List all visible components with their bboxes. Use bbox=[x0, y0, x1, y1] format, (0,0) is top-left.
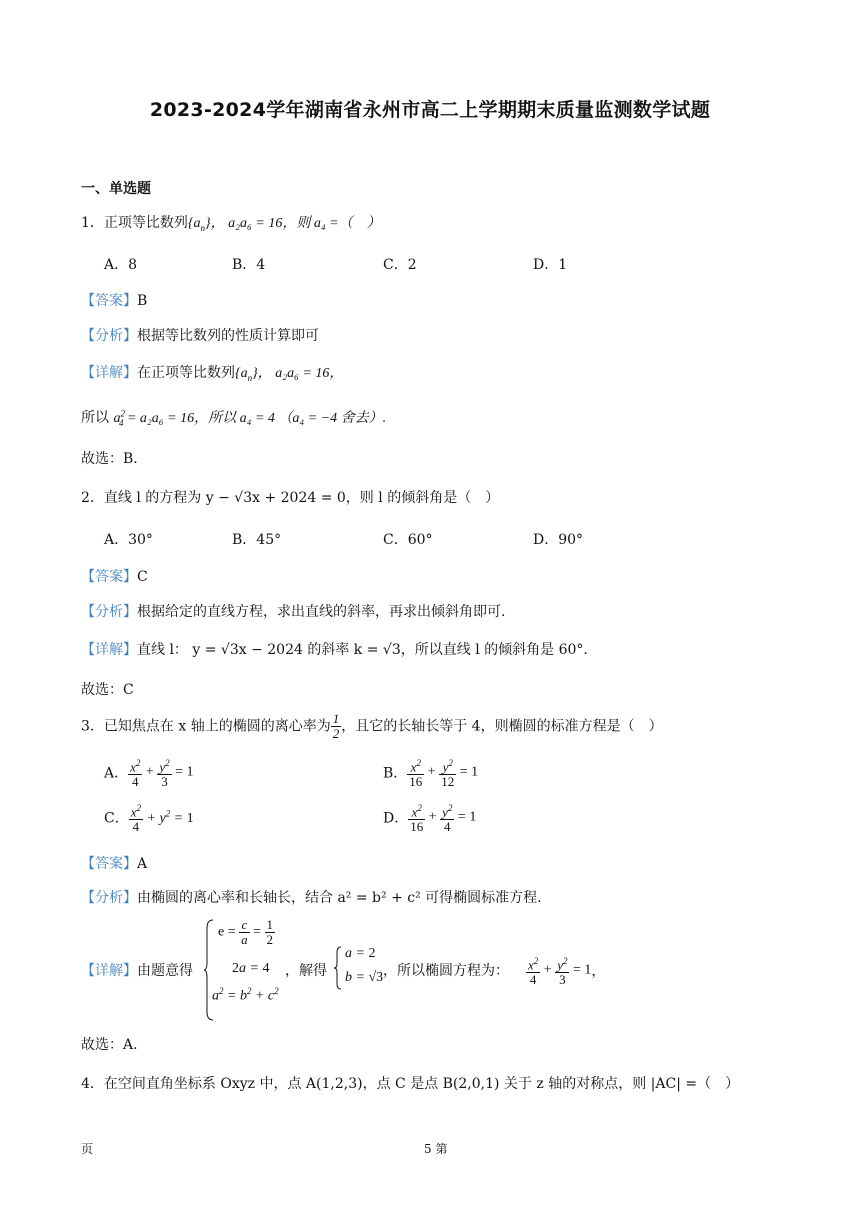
solution-a: a = 2 bbox=[345, 946, 376, 961]
fraction: $\frac{1}{2}$ bbox=[332, 711, 340, 741]
detail-line: 【详解】在正项等比数列$\{a_n\}$， a₂a₆ = 16， bbox=[81, 365, 344, 383]
detail-solve: ，解得 bbox=[285, 963, 327, 979]
analysis-line: 【分析】由椭圆的离心率和长轴长，结合 a² = b² + c² 可得椭圆标准方程. bbox=[81, 890, 542, 906]
option-d: D．90° bbox=[533, 532, 584, 548]
detail-result: ，所以椭圆方程为： bbox=[383, 963, 509, 979]
analysis-tag: 【分析】 bbox=[81, 328, 137, 344]
system-equation-1: e = $\frac{c}{a}$ = $\frac{1}{2}$ bbox=[218, 917, 274, 947]
detail-tag: 【详解】 bbox=[81, 365, 137, 381]
option-c: C． $\frac{x^2}{4}$ + $y^2 = 1$ bbox=[104, 803, 194, 835]
system-equation-2: 2a = 4 bbox=[232, 961, 270, 976]
analysis-line bbox=[81, 325, 319, 345]
option-c: C．60° bbox=[383, 532, 433, 548]
option-a: A．8 bbox=[104, 257, 138, 273]
left-brace-icon bbox=[203, 918, 215, 1022]
option-d: D．1 bbox=[533, 257, 568, 273]
option-a: A． $\frac{x^2}{4}$ + $\frac{y^2}{3}$ = 1 bbox=[104, 758, 194, 790]
option-b: B．4 bbox=[232, 257, 266, 273]
question-3-stem: 3．已知焦点在 x 轴上的椭圆的离心率为 $\frac{1}{2}$ ，且它的长轴长等于 4，则椭圆的标准方程是（ ） bbox=[81, 711, 663, 741]
question-number: 1． bbox=[81, 215, 104, 231]
question-text: 正项等比数列 bbox=[103, 215, 188, 231]
solution-b: b = √3 bbox=[345, 970, 384, 985]
question-4-stem: 4．在空间直角坐标系 Oxyz 中，点 A(1,2,3)，点 C 是点 B(2,0,1) 关于 z 轴的对称点，则 |AC| =（ ） bbox=[81, 1076, 740, 1092]
analysis-line: 【分析】根据给定的直线方程，求出直线的斜率，再求出倾斜角即可. bbox=[81, 604, 506, 620]
page-number: 5 第 bbox=[424, 1142, 448, 1156]
answer-line: 【答案】A bbox=[81, 856, 148, 872]
answer-value: B bbox=[137, 293, 148, 309]
option-c: C．2 bbox=[383, 257, 417, 273]
option-d: D． $\frac{x^2}{16}$ + $\frac{y^2}{4}$ = 1 bbox=[383, 803, 477, 835]
analysis-text: 根据等比数列的性质计算即可 bbox=[137, 328, 319, 344]
conclusion: 故选：B. bbox=[81, 451, 138, 467]
conclusion: 故选：C bbox=[81, 682, 134, 698]
left-brace-icon bbox=[333, 946, 343, 990]
question-condition: ， a₂a₆ = 16，则 a₄ =（ ） bbox=[210, 216, 381, 231]
answer-tag: 【答案】 bbox=[81, 293, 137, 309]
question-1-stem bbox=[81, 212, 381, 233]
option-b: B． $\frac{x^2}{16}$ + $\frac{y^2}{12}$ = 1 bbox=[383, 758, 479, 790]
result-equation: $\frac{x^2}{4}$ + $\frac{y^2}{3}$ = 1， bbox=[528, 956, 606, 988]
answer-line: 【答案】C bbox=[81, 569, 148, 585]
footer-left: 页 bbox=[81, 1142, 94, 1156]
answer-line bbox=[81, 290, 147, 310]
document-title: 2023-2024学年湖南省永州市高二上学期期末质量监测数学试题 bbox=[149, 99, 711, 121]
option-b: B．45° bbox=[232, 532, 282, 548]
sequence-notation: $\{a_n\}$ bbox=[187, 216, 211, 233]
detail-line: 【详解】由题意得 bbox=[81, 963, 193, 979]
option-a: A．30° bbox=[104, 532, 153, 548]
conclusion: 故选：A. bbox=[81, 1037, 138, 1053]
detail-line: 【详解】直线 l： y = √3x − 2024 的斜率 k = √3，所以直线 l 的倾斜角是 60°. bbox=[81, 642, 588, 658]
system-equation-3: $a^2 = b^2 + c^2$ bbox=[212, 986, 279, 1004]
detail-line-2: 所以 $a^2_4 = a_2a_6 = 16$，所以 a₄ = 4 （a₄ = −4 舍去）. bbox=[81, 408, 387, 428]
section-heading: 一、单选题 bbox=[81, 181, 151, 197]
question-2-stem: 2．直线 l 的方程为 y − √3x + 2024 = 0，则 l 的倾斜角是（ ） bbox=[81, 490, 500, 506]
